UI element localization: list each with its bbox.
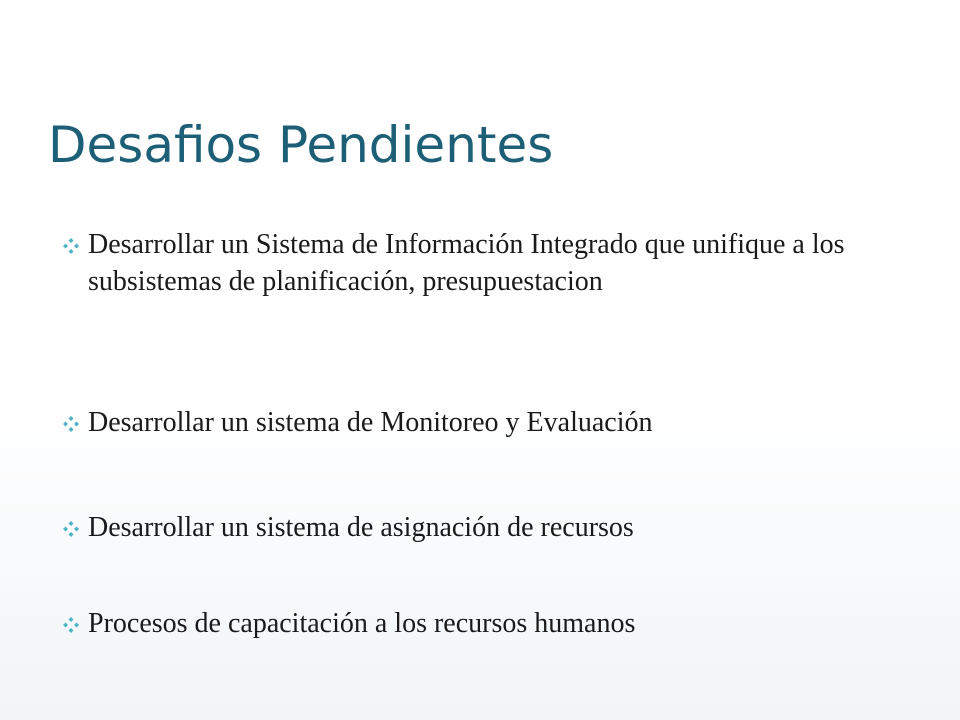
bullet-item (62, 605, 922, 642)
diamond-bullet-icon (62, 520, 80, 538)
bullet-item (62, 404, 922, 441)
diamond-bullet-icon (62, 415, 80, 433)
bullet-item (62, 509, 922, 546)
diamond-bullet-icon (62, 616, 80, 634)
slide-title: Desafios Pendientes (48, 116, 554, 174)
bullet-text: Desarrollar un sistema de asignación de recursos (88, 512, 634, 543)
diamond-bullet-icon (62, 237, 80, 255)
bullet-text: Procesos de capacitación a los recursos humanos (88, 608, 636, 639)
bullet-text: Desarrollar un sistema de Monitoreo y Evaluación (88, 407, 653, 438)
bullet-item (62, 226, 882, 300)
bullet-text: Desarrollar un Sistema de Información Integrado que unifique a los subsistemas de planificación, presupuestacion (88, 229, 845, 297)
